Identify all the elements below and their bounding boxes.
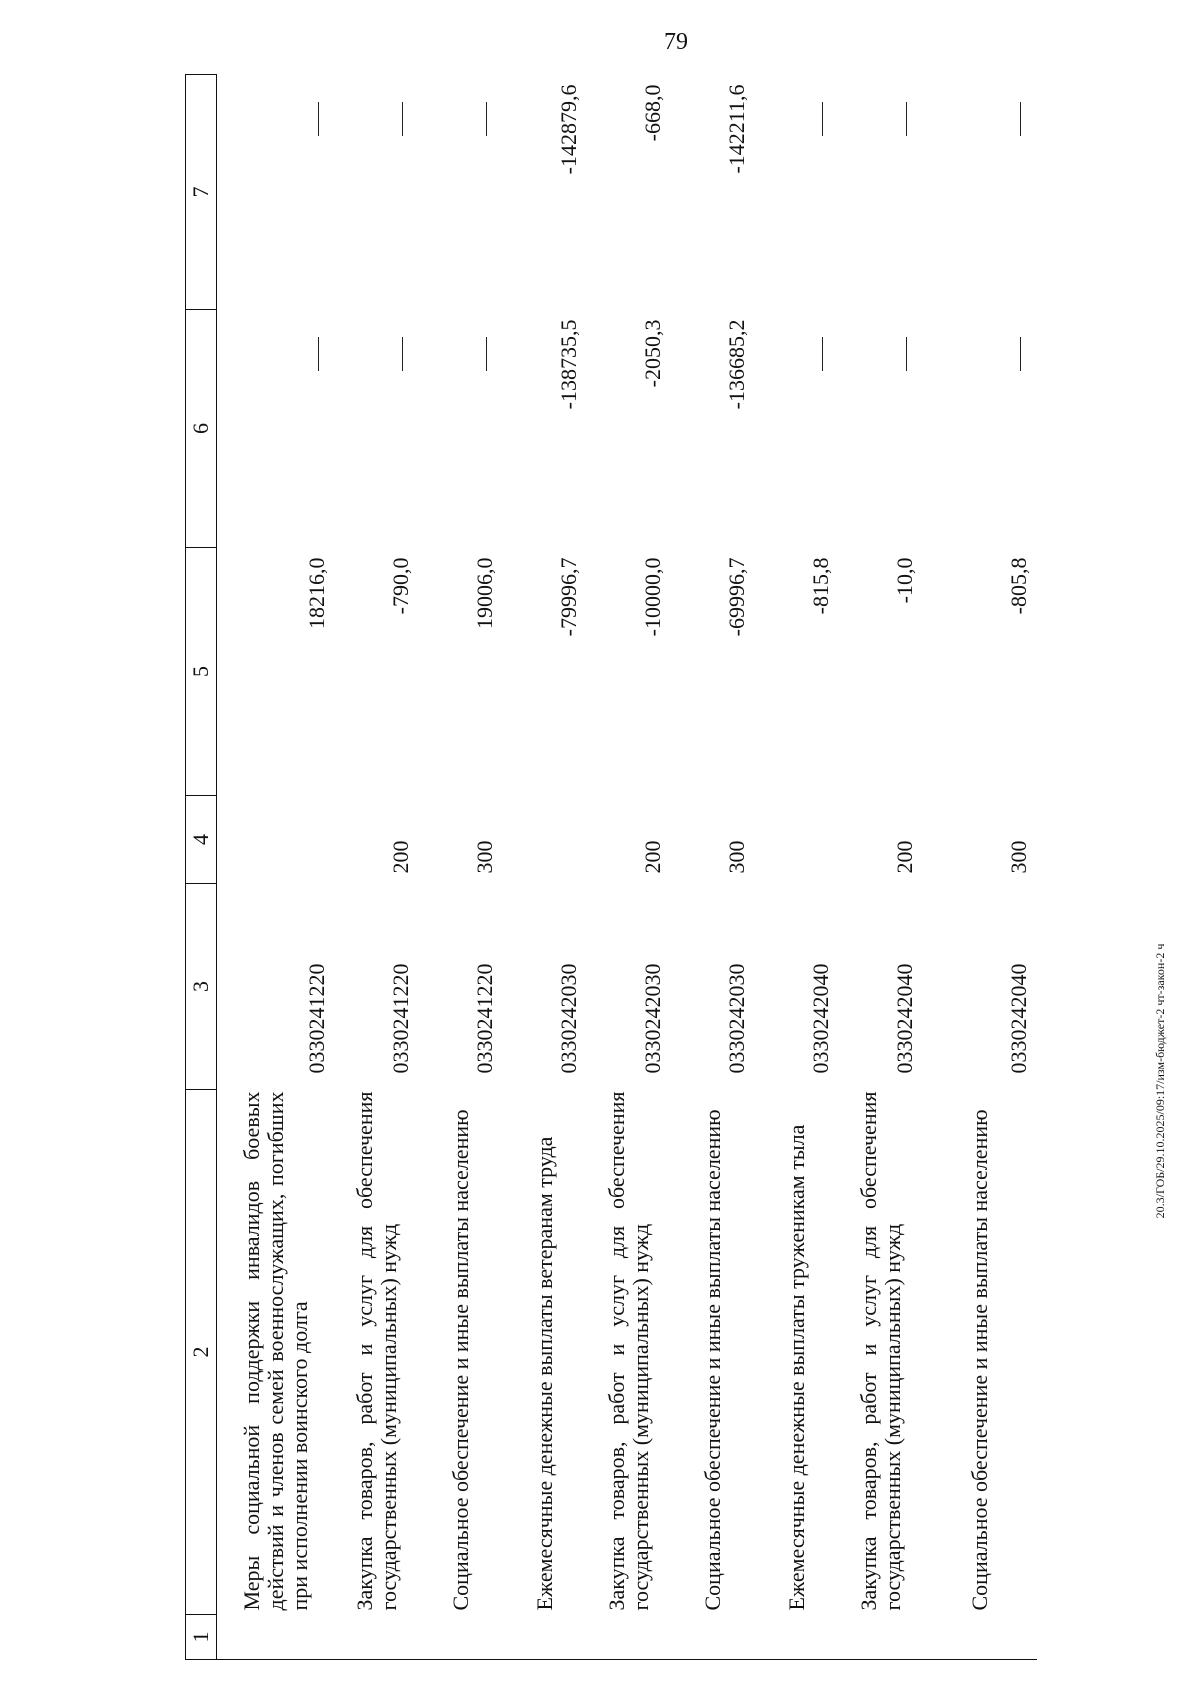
table-cell-c6: [839, 310, 923, 548]
table-row: [755, 75, 839, 1660]
column-header-4: 4: [186, 796, 217, 884]
column-header-2: 2: [186, 1090, 217, 1615]
table-cell-c4: 300: [471, 840, 497, 874]
table-cell-c1: [335, 1615, 419, 1660]
table-cell-c7: -142211,6: [723, 84, 749, 174]
table-cell-c5: -10,0: [891, 557, 917, 604]
column-header-1: 1: [186, 1615, 217, 1660]
table-cell-c6: [923, 310, 1037, 548]
table-cell-c1: [923, 1615, 1037, 1660]
column-header-3: 3: [186, 884, 217, 1090]
rotated-table-container: [185, 75, 1031, 1660]
table-cell-c1: [671, 1615, 755, 1660]
table-row: [335, 75, 419, 1660]
table-cell-c3: 0330241220: [471, 963, 497, 1074]
table-cell-c4: 300: [1005, 840, 1031, 874]
table-cell-c6: [755, 310, 839, 548]
table-cell-c5: 19006,0: [471, 557, 497, 629]
table-cell-c4: 200: [639, 840, 665, 874]
table-cell-c2: Ежемесячные денежные выплаты труженикам тыла: [783, 1124, 809, 1611]
table-cell-c7: [839, 75, 923, 310]
table-cell-c3: 0330242030: [555, 963, 581, 1074]
dash-mark: [402, 103, 403, 137]
table-cell-c3: 0330241220: [303, 963, 329, 1074]
table-cell-c6: [335, 310, 419, 548]
table-cell-c6: [217, 310, 336, 548]
table-cell-c1: [503, 1615, 587, 1660]
dash-mark: [402, 338, 403, 372]
table-cell-c6: -136685,2: [723, 319, 749, 410]
table-cell-c7: [335, 75, 419, 310]
table-cell-c3: 0330242030: [723, 963, 749, 1074]
table-cell-c7: [419, 75, 503, 310]
table-row: [587, 75, 671, 1660]
table-cell-c4: [217, 796, 336, 884]
table-cell-c1: [587, 1615, 671, 1660]
column-header-7: 7: [186, 75, 217, 310]
table-cell-c7: [923, 75, 1037, 310]
dash-mark: [318, 338, 319, 372]
table-cell-c3: 0330241220: [387, 963, 413, 1074]
table-cell-c5: -790,0: [387, 557, 413, 615]
table-row: [671, 75, 755, 1660]
table-cell-c3: 0330242040: [1005, 963, 1031, 1074]
dash-mark: [1020, 103, 1021, 137]
table-cell-c5: -69996,7: [723, 557, 749, 637]
table-cell-c2: Ежемесячные денежные выплаты ветеранам труда: [531, 1136, 557, 1611]
table-cell-c1: [839, 1615, 923, 1660]
dash-mark: [822, 338, 823, 372]
table-cell-c7: -668,0: [639, 84, 665, 142]
table-cell-c4: 200: [387, 840, 413, 874]
column-header-5: 5: [186, 548, 217, 796]
table-cell-c2: Меры социальной поддержки инвалидов боевых действий и членов семей военнослужащих, погибших при исполнении воинского долга: [238, 1091, 313, 1611]
table-cell-c6: [419, 310, 503, 548]
table-cell-c2: Закупка товаров, работ и услуг для обеспечения государственных (муниципальных) нужд: [603, 1091, 653, 1611]
table-cell-c2: Социальное обеспечение и иные выплаты населению: [447, 1109, 473, 1611]
table-cell-c7: -142879,6: [555, 84, 581, 175]
budget-table: [185, 74, 1037, 1660]
table-cell-c2: Социальное обеспечение и иные выплаты населению: [699, 1109, 725, 1611]
table-cell-c3: 0330242040: [807, 963, 833, 1074]
table-cell-c3: 0330242030: [639, 963, 665, 1074]
table-cell-c4: 300: [723, 840, 749, 874]
column-header-6: 6: [186, 310, 217, 548]
table-cell-c4: [503, 796, 587, 884]
table-row: [419, 75, 503, 1660]
table-cell-c5: -805,8: [1005, 557, 1031, 615]
table-cell-c1: [217, 1615, 336, 1660]
table-cell-c3: 0330242040: [891, 963, 917, 1074]
dash-mark: [318, 103, 319, 137]
table-cell-c5: 18216,0: [303, 557, 329, 629]
dash-mark: [486, 338, 487, 372]
dash-mark: [1020, 338, 1021, 372]
table-cell-c4: [755, 796, 839, 884]
dash-mark: [906, 103, 907, 137]
dash-mark: [486, 103, 487, 137]
table-cell-c1: [419, 1615, 503, 1660]
page-number: 79: [664, 29, 688, 55]
document-footer-code: 20.3/ГОБ/29.10.2025/09:17/изм-бюджет-2 чт-закон-2 ч: [1153, 943, 1167, 1219]
table-header-row: [186, 75, 217, 1660]
table-cell-c7: [217, 75, 336, 310]
table-cell-c2: Закупка товаров, работ и услуг для обеспечения государственных (муниципальных) нужд: [855, 1091, 905, 1611]
table-cell-c1: [755, 1615, 839, 1660]
dash-mark: [906, 338, 907, 372]
table-cell-c2: Социальное обеспечение и иные выплаты населению: [966, 1109, 992, 1611]
table-cell-c5: -10000,0: [639, 557, 665, 637]
dash-mark: [822, 103, 823, 137]
table-cell-c6: -138735,5: [555, 319, 581, 410]
table-cell-c5: -79996,7: [555, 557, 581, 637]
table-row: [923, 75, 1037, 1660]
table-row: [217, 75, 336, 1660]
table-cell-c6: -2050,3: [639, 319, 665, 388]
table-cell-c2: Закупка товаров, работ и услуг для обеспечения государственных (муниципальных) нужд: [351, 1091, 401, 1611]
table-cell-c7: [755, 75, 839, 310]
table-cell-c4: 200: [891, 840, 917, 874]
table-row: [503, 75, 587, 1660]
table-row: [839, 75, 923, 1660]
table-cell-c5: -815,8: [807, 557, 833, 615]
